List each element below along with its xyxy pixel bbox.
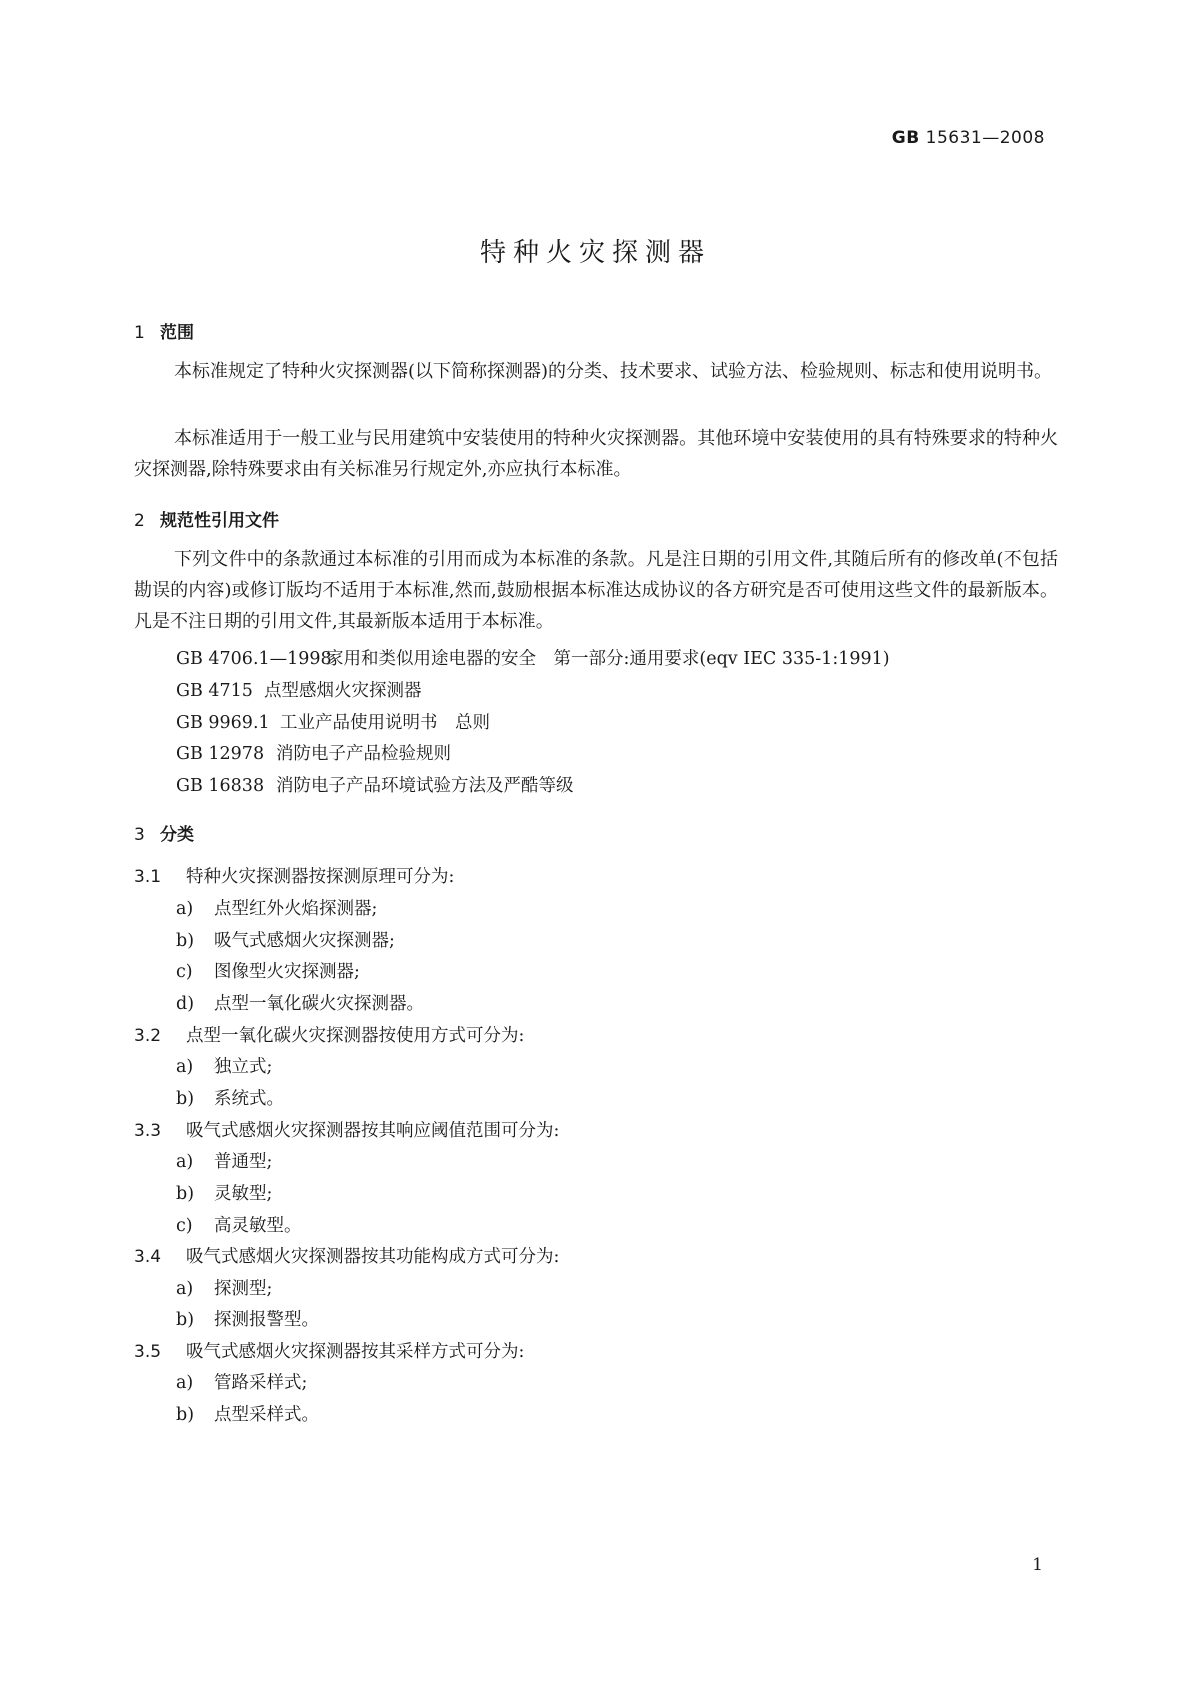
section-3-title: 分类 bbox=[160, 825, 194, 845]
list-marker: b) bbox=[176, 1405, 195, 1425]
clause-number: 3.1 bbox=[134, 867, 162, 887]
paragraph-references-intro: 下列文件中的条款通过本标准的引用而成为本标准的条款。凡是注日期的引用文件,其随后所有的修改单(不包括勘误的内容)或修订版均不适用于本标准,然而,鼓励根据本标准达成协议的各方研究是否可使用这些文件的最新版本。凡是不注日期的引用文件,其最新版本适用于本标准。 bbox=[134, 549, 1058, 632]
reference-title: 消防电子产品检验规则 bbox=[276, 744, 451, 764]
list-text: 吸气式感烟火灾探测器; bbox=[214, 931, 395, 951]
reference-code: GB 4706.1—1998 bbox=[176, 649, 332, 669]
section-2-number: 2 bbox=[134, 511, 145, 531]
page-number: 1 bbox=[1032, 1555, 1043, 1575]
page-title: 特种火灾探测器 bbox=[479, 238, 711, 268]
list-marker: d) bbox=[176, 994, 195, 1014]
clause-3-1 bbox=[134, 863, 454, 888]
list-text: 管路采样式; bbox=[214, 1373, 308, 1393]
reference-code: GB 16838 bbox=[176, 776, 265, 796]
clause-number: 3.5 bbox=[134, 1342, 162, 1362]
list-marker: c) bbox=[176, 962, 193, 982]
list-item bbox=[176, 927, 395, 952]
list-item bbox=[176, 1401, 319, 1426]
reference-code: GB 9969.1 bbox=[176, 713, 270, 733]
section-1-number: 1 bbox=[134, 323, 145, 343]
list-item bbox=[176, 1053, 272, 1078]
reference-item bbox=[176, 645, 890, 670]
list-text: 高灵敏型。 bbox=[214, 1216, 302, 1236]
list-item bbox=[176, 1148, 272, 1173]
clause-number: 3.3 bbox=[134, 1121, 162, 1141]
list-marker: b) bbox=[176, 1310, 195, 1330]
list-marker: c) bbox=[176, 1216, 193, 1236]
list-marker: b) bbox=[176, 931, 195, 951]
reference-item bbox=[176, 772, 574, 797]
clause-text: 吸气式感烟火灾探测器按其采样方式可分为: bbox=[186, 1342, 525, 1362]
reference-code: GB 12978 bbox=[176, 744, 265, 764]
paragraph-scope-1: 本标准规定了特种火灾探测器(以下简称探测器)的分类、技术要求、试验方法、检验规则、标志和使用说明书。 bbox=[174, 361, 1053, 382]
clause-3-5 bbox=[134, 1338, 524, 1363]
list-text: 点型一氧化碳火灾探测器。 bbox=[214, 994, 424, 1014]
section-3-heading bbox=[134, 820, 194, 845]
clause-number: 3.2 bbox=[134, 1026, 162, 1046]
reference-item bbox=[176, 709, 490, 734]
list-item bbox=[176, 1180, 272, 1205]
clause-text: 点型一氧化碳火灾探测器按使用方式可分为: bbox=[186, 1026, 525, 1046]
list-text: 独立式; bbox=[214, 1057, 273, 1077]
reference-code: GB 4715 bbox=[176, 681, 253, 701]
list-marker: b) bbox=[176, 1184, 195, 1204]
section-2-heading bbox=[134, 506, 279, 531]
list-item bbox=[176, 1306, 319, 1331]
list-item bbox=[176, 1212, 302, 1237]
reference-title: 消防电子产品环境试验方法及严酷等级 bbox=[276, 776, 574, 796]
clause-text: 吸气式感烟火灾探测器按其功能构成方式可分为: bbox=[186, 1247, 560, 1267]
section-1-title: 范围 bbox=[160, 323, 194, 343]
clause-text: 特种火灾探测器按探测原理可分为: bbox=[186, 867, 455, 887]
header-code: 15631—2008 bbox=[925, 128, 1045, 148]
list-text: 点型红外火焰探测器; bbox=[214, 899, 378, 919]
list-text: 普通型; bbox=[214, 1152, 273, 1172]
clause-3-3 bbox=[134, 1117, 559, 1142]
list-text: 灵敏型; bbox=[214, 1184, 273, 1204]
list-item bbox=[176, 990, 424, 1015]
list-item bbox=[176, 958, 360, 983]
list-item bbox=[176, 1085, 284, 1110]
header-gb: GB bbox=[891, 128, 920, 148]
reference-item bbox=[176, 677, 422, 702]
section-2-title: 规范性引用文件 bbox=[160, 511, 279, 531]
section-3-number: 3 bbox=[134, 825, 145, 845]
list-marker: a) bbox=[176, 1057, 194, 1077]
section-1-heading bbox=[134, 318, 194, 343]
list-marker: a) bbox=[176, 1152, 194, 1172]
reference-title: 家用和类似用途电器的安全 第一部分:通用要求(eqv IEC 335-1:1991) bbox=[326, 649, 890, 669]
reference-title: 点型感烟火灾探测器 bbox=[264, 681, 422, 701]
list-marker: b) bbox=[176, 1089, 195, 1109]
clause-number: 3.4 bbox=[134, 1247, 162, 1267]
list-item bbox=[176, 1275, 272, 1300]
list-text: 探测型; bbox=[214, 1279, 273, 1299]
list-text: 点型采样式。 bbox=[214, 1405, 319, 1425]
clause-3-2 bbox=[134, 1022, 524, 1047]
list-item bbox=[176, 895, 377, 920]
list-marker: a) bbox=[176, 899, 194, 919]
clause-3-4 bbox=[134, 1243, 559, 1268]
list-text: 图像型火灾探测器; bbox=[214, 962, 360, 982]
list-item bbox=[176, 1369, 307, 1394]
clause-text: 吸气式感烟火灾探测器按其响应阈值范围可分为: bbox=[186, 1121, 560, 1141]
list-marker: a) bbox=[176, 1373, 194, 1393]
paragraph-scope-2: 本标准适用于一般工业与民用建筑中安装使用的特种火灾探测器。其他环境中安装使用的具有特殊要求的特种火灾探测器,除特殊要求由有关标准另行规定外,亦应执行本标准。 bbox=[134, 428, 1058, 480]
reference-item bbox=[176, 740, 451, 765]
document-header bbox=[892, 128, 1045, 148]
list-text: 系统式。 bbox=[214, 1089, 284, 1109]
reference-title: 工业产品使用说明书 总则 bbox=[280, 713, 490, 733]
list-marker: a) bbox=[176, 1279, 194, 1299]
list-text: 探测报警型。 bbox=[214, 1310, 319, 1330]
